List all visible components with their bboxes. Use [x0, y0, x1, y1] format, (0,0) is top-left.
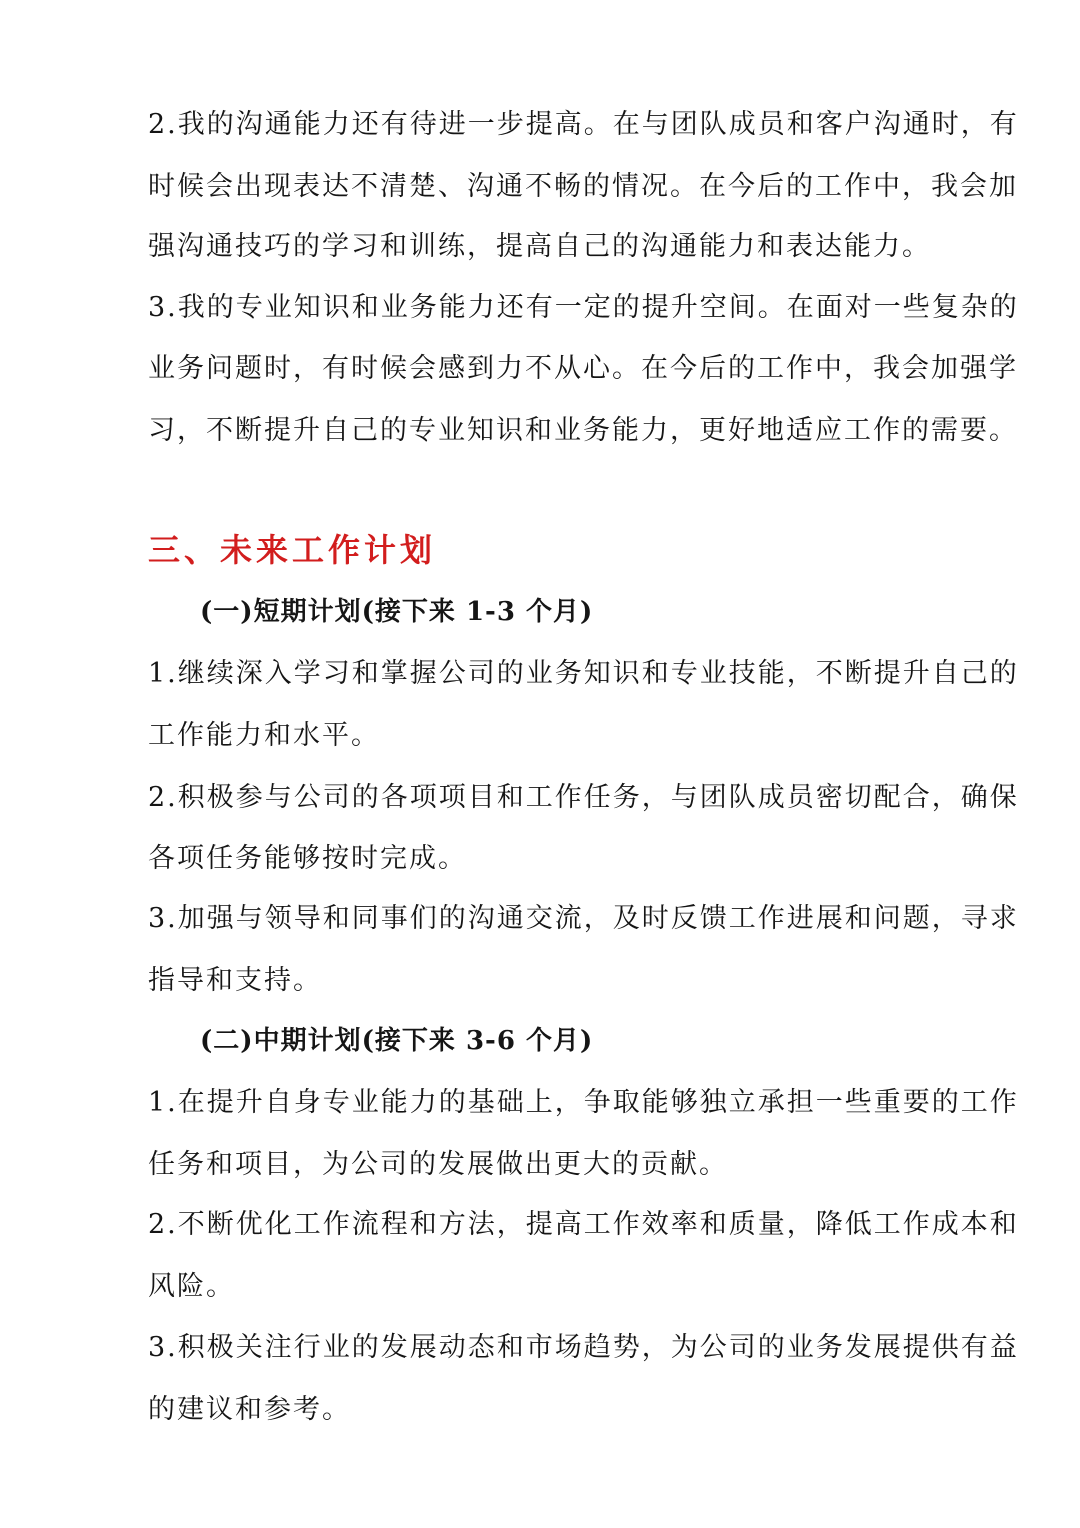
text-line: 时候会出现表达不清楚、沟通不畅的情况。在今后的工作中，我会加: [148, 171, 1018, 202]
text-line: 各项任务能够按时完成。: [148, 843, 467, 874]
text-line: 工作能力和水平。: [148, 720, 380, 751]
text-line: 2.积极参与公司的各项项目和工作任务，与团队成员密切配合，确保: [148, 782, 1019, 813]
text-line: 业务问题时，有时候会感到力不从心。在今后的工作中，我会加强学: [148, 353, 1018, 384]
text-line: 强沟通技巧的学习和训练，提高自己的沟通能力和表达能力。: [148, 231, 931, 262]
section-heading: 三、未来工作计划: [148, 531, 437, 569]
text-line: 习，不断提升自己的专业知识和业务能力，更好地适应工作的需要。: [148, 415, 1018, 446]
text-line: 的建议和参考。: [148, 1394, 351, 1425]
mid-term-heading: (二)中期计划(接下来 3-6 个月): [200, 1026, 594, 1056]
text-line: 1.继续深入学习和掌握公司的业务知识和专业技能，不断提升自己的: [148, 658, 1019, 689]
text-line: 1.在提升自身专业能力的基础上，争取能够独立承担一些重要的工作: [148, 1087, 1019, 1118]
text-line: 3.我的专业知识和业务能力还有一定的提升空间。在面对一些复杂的: [148, 292, 1019, 323]
text-line: 指导和支持。: [148, 965, 322, 996]
text-line: 任务和项目，为公司的发展做出更大的贡献。: [148, 1149, 728, 1180]
text-line: 2.不断优化工作流程和方法，提高工作效率和质量，降低工作成本和: [148, 1209, 1019, 1240]
text-line: 3.积极关注行业的发展动态和市场趋势，为公司的业务发展提供有益: [148, 1332, 1019, 1363]
text-line: 3.加强与领导和同事们的沟通交流，及时反馈工作进展和问题，寻求: [148, 903, 1019, 934]
short-term-heading: (一)短期计划(接下来 1-3 个月): [200, 597, 594, 627]
text-line: 风险。: [148, 1271, 235, 1302]
text-line: 2.我的沟通能力还有待进一步提高。在与团队成员和客户沟通时，有: [148, 109, 1019, 140]
